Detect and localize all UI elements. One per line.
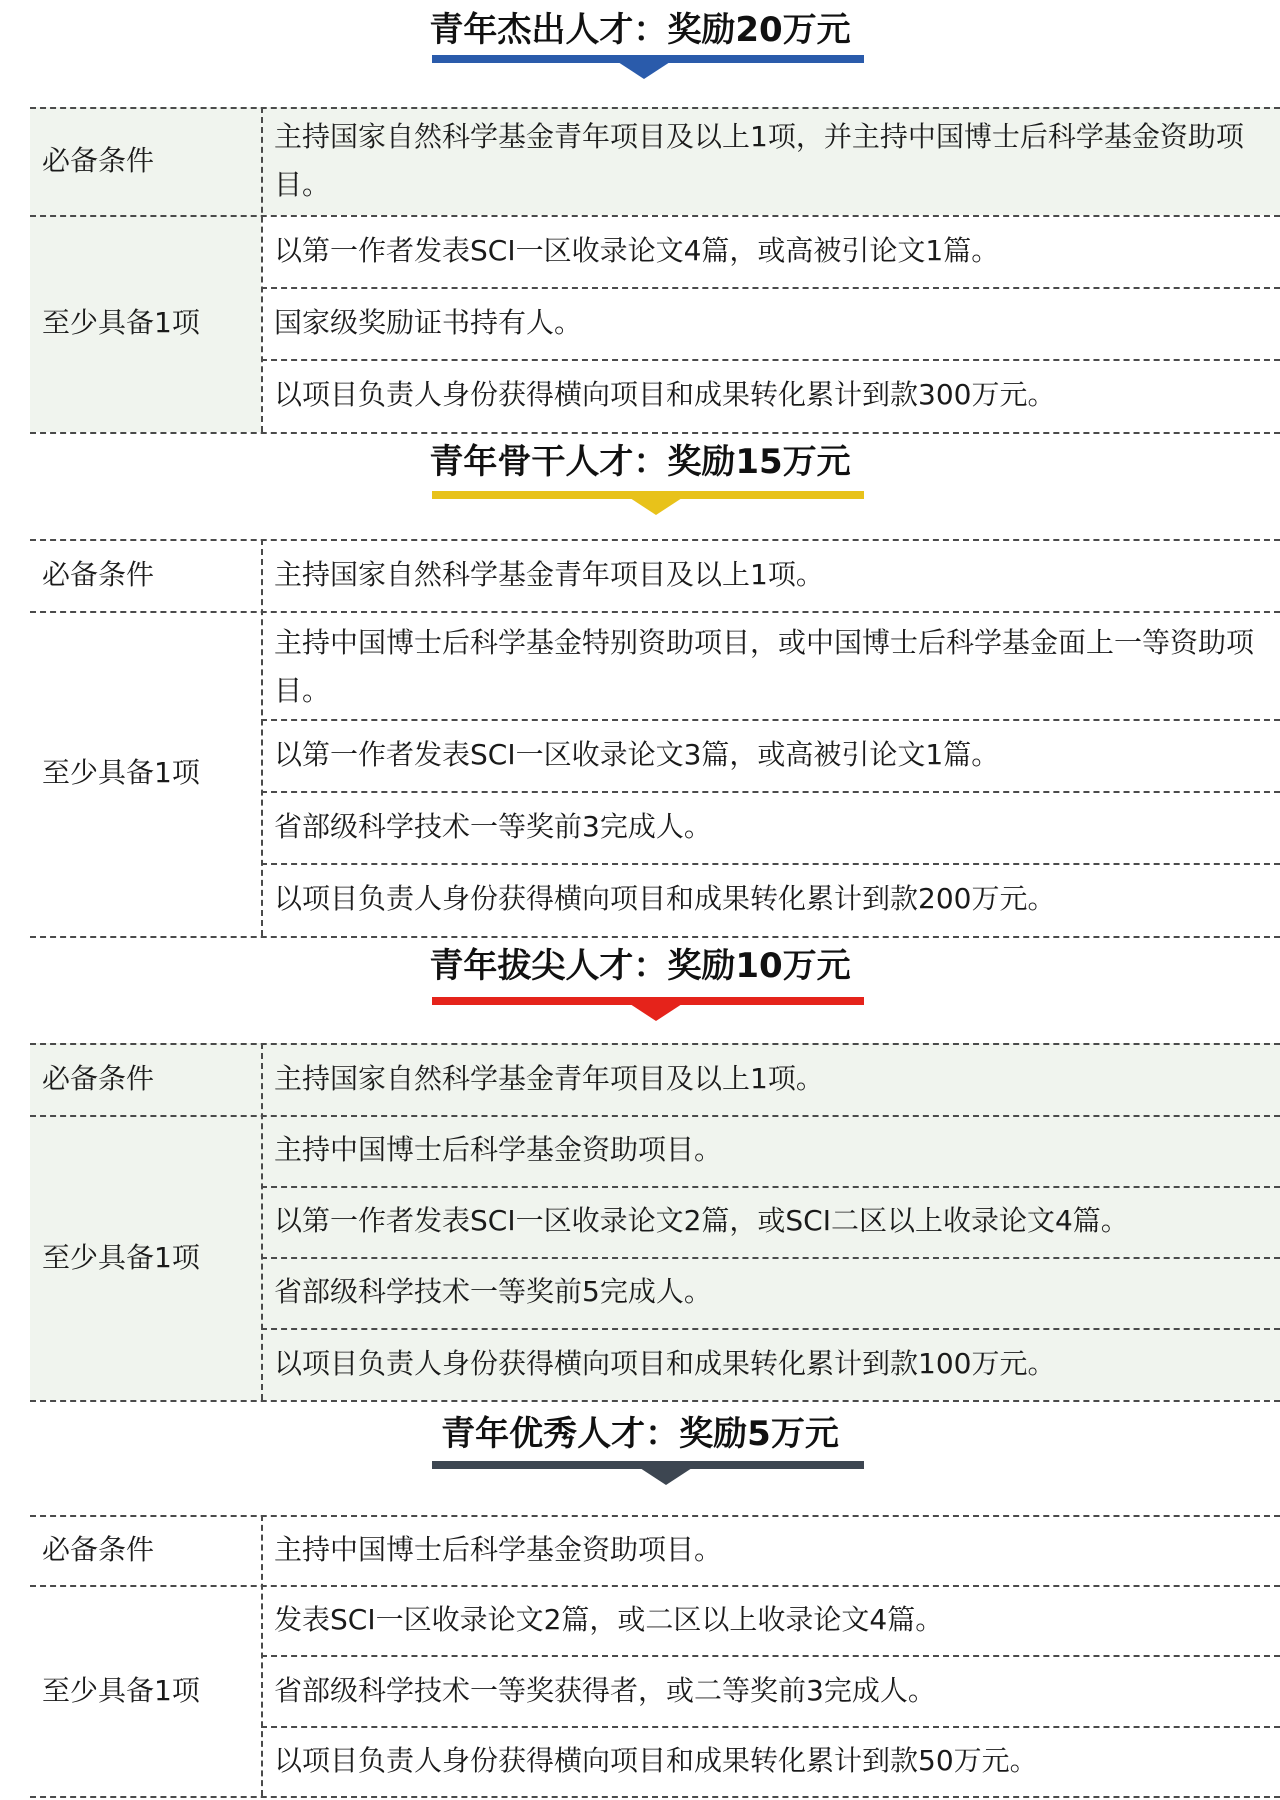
option-item: 省部级科学技术一等奖前5完成人。 [274, 1275, 712, 1308]
section-title: 青年杰出人才：奖励20万元 [429, 10, 851, 50]
option-item: 以第一作者发表SCI一区收录论文3篇，或高被引论文1篇。 [274, 738, 1000, 771]
required-text: 主持国家自然科学基金青年项目及以上1项。 [274, 558, 824, 591]
down-arrow-icon [640, 1468, 692, 1485]
section-title: 青年优秀人才：奖励5万元 [441, 1414, 839, 1454]
award-section-topnotch [0, 936, 1280, 1400]
option-item: 主持中国博士后科学基金资助项目。 [274, 1133, 723, 1166]
required-text: 主持中国博士后科学基金资助项目。 [274, 1533, 723, 1566]
option-item: 主持中国博士后科学基金特别资助项目，或中国博士后科学基金面上一等资助项目。 [274, 626, 1255, 707]
option-item: 以第一作者发表SCI一区收录论文2篇，或SCI二区以上收录论文4篇。 [274, 1204, 1129, 1237]
required-text: 主持国家自然科学基金青年项目及以上1项，并主持中国博士后科学基金资助项目。 [274, 120, 1244, 201]
option-item: 省部级科学技术一等奖前3完成人。 [274, 810, 712, 843]
option-item: 以第一作者发表SCI一区收录论文4篇，或高被引论文1篇。 [274, 234, 1000, 267]
down-arrow-icon [630, 498, 682, 515]
required-label: 必备条件 [42, 1533, 155, 1566]
section-title: 青年拔尖人才：奖励10万元 [429, 946, 851, 986]
award-section-backbone [0, 432, 1280, 936]
option-item: 省部级科学技术一等奖获得者，或二等奖前3完成人。 [274, 1674, 936, 1707]
criteria-table [30, 107, 1280, 432]
criteria-table [30, 1043, 1280, 1400]
optional-label: 至少具备1项 [42, 756, 200, 789]
section-title: 青年骨干人才：奖励15万元 [429, 442, 851, 482]
option-item: 以项目负责人身份获得横向项目和成果转化累计到款300万元。 [274, 378, 1056, 411]
down-arrow-icon [618, 62, 670, 79]
option-item: 国家级奖励证书持有人。 [274, 306, 583, 339]
option-item: 以项目负责人身份获得横向项目和成果转化累计到款50万元。 [274, 1744, 1038, 1777]
required-text: 主持国家自然科学基金青年项目及以上1项。 [274, 1062, 824, 1095]
down-arrow-icon [630, 1004, 682, 1021]
option-item: 以项目负责人身份获得横向项目和成果转化累计到款200万元。 [274, 882, 1056, 915]
award-section-outstanding [0, 0, 1280, 432]
criteria-table [30, 1515, 1280, 1798]
required-label: 必备条件 [42, 144, 155, 177]
optional-label: 至少具备1项 [42, 1674, 200, 1707]
optional-label: 至少具备1项 [42, 1241, 200, 1274]
optional-label: 至少具备1项 [42, 306, 200, 339]
option-item: 发表SCI一区收录论文2篇，或二区以上收录论文4篇。 [274, 1603, 944, 1636]
criteria-table [30, 539, 1280, 936]
option-item: 以项目负责人身份获得横向项目和成果转化累计到款100万元。 [274, 1347, 1056, 1380]
required-label: 必备条件 [42, 558, 155, 591]
award-section-excellent [0, 1400, 1280, 1800]
required-label: 必备条件 [42, 1062, 155, 1095]
